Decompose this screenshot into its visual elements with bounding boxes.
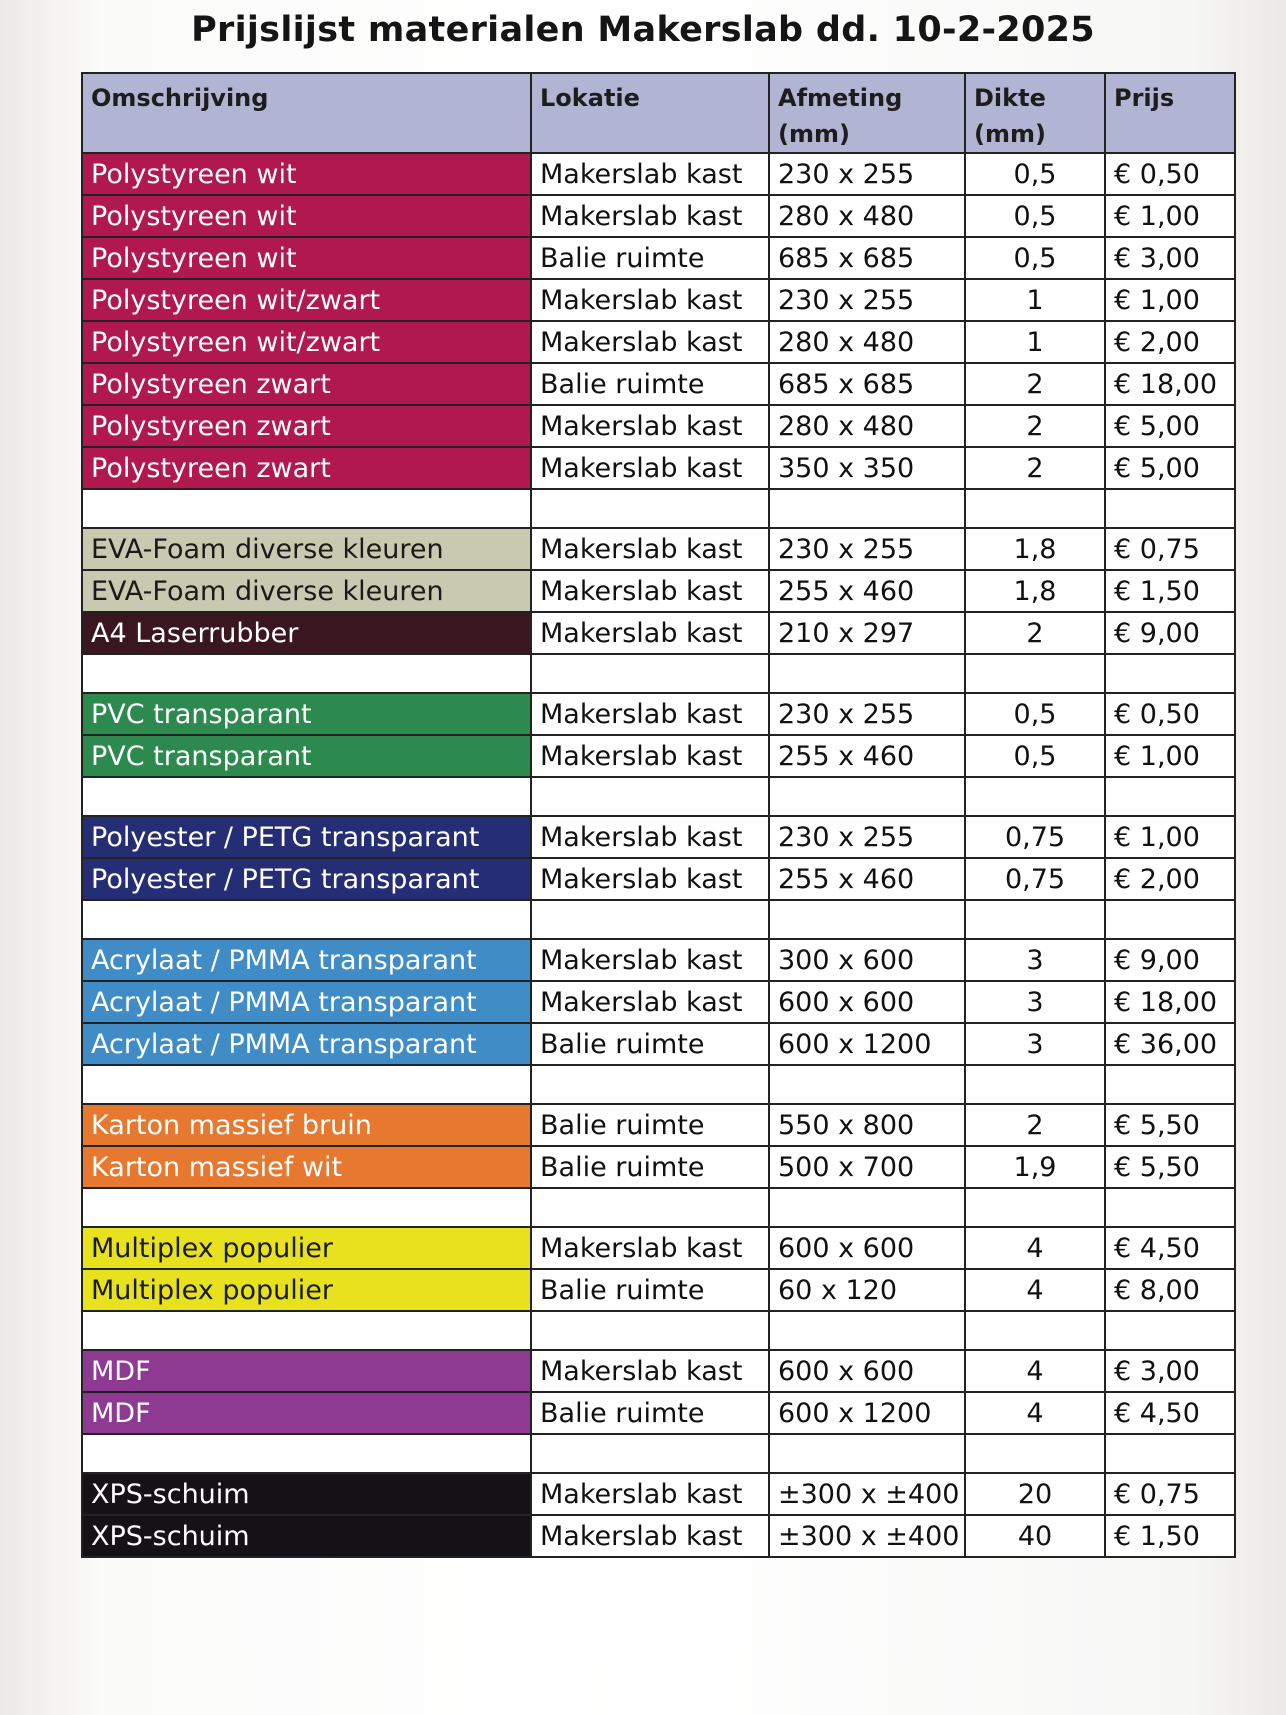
cell-prijs: € 18,00 [1105,363,1235,405]
cell-prijs: € 4,50 [1105,1392,1235,1434]
cell-prijs: € 18,00 [1105,981,1235,1023]
empty-cell [531,1188,769,1227]
cell-dikte: 4 [965,1350,1105,1392]
table-row [82,1473,1235,1515]
empty-cell [531,777,769,816]
cell-omschrijving: Acrylaat / PMMA transparant [82,981,531,1023]
cell-afmeting: 60 x 120 [769,1269,965,1311]
empty-cell [769,1434,965,1473]
cell-prijs: € 5,00 [1105,405,1235,447]
empty-cell [1105,777,1235,816]
cell-dikte: 1,8 [965,528,1105,570]
empty-cell [1105,1188,1235,1227]
table-row [82,693,1235,735]
cell-afmeting: 600 x 600 [769,1227,965,1269]
table-row [82,1392,1235,1434]
cell-afmeting: 280 x 480 [769,195,965,237]
cell-prijs: € 3,00 [1105,237,1235,279]
cell-dikte: 4 [965,1227,1105,1269]
cell-dikte: 0,75 [965,858,1105,900]
empty-cell [531,1311,769,1350]
cell-prijs: € 0,50 [1105,153,1235,195]
cell-lokatie: Balie ruimte [531,363,769,405]
cell-prijs: € 1,00 [1105,735,1235,777]
cell-prijs: € 3,00 [1105,1350,1235,1392]
cell-afmeting: 230 x 255 [769,816,965,858]
cell-lokatie: Makerslab kast [531,153,769,195]
cell-omschrijving: Polystyreen zwart [82,405,531,447]
table-row [82,816,1235,858]
spacer-row [82,489,1235,528]
cell-omschrijving: Polystyreen wit/zwart [82,321,531,363]
table-row [82,528,1235,570]
cell-prijs: € 9,00 [1105,612,1235,654]
cell-dikte: 40 [965,1515,1105,1557]
cell-prijs: € 36,00 [1105,1023,1235,1065]
column-header-omschrijving: Omschrijving [82,73,531,153]
cell-dikte: 20 [965,1473,1105,1515]
table-row [82,570,1235,612]
table-row [82,447,1235,489]
table-row [82,1515,1235,1557]
cell-dikte: 0,5 [965,153,1105,195]
cell-lokatie: Makerslab kast [531,1515,769,1557]
table-row [82,1350,1235,1392]
column-header-lokatie: Lokatie [531,73,769,153]
cell-prijs: € 1,00 [1105,279,1235,321]
table-row [82,321,1235,363]
empty-cell [1105,1434,1235,1473]
cell-omschrijving: A4 Laserrubber [82,612,531,654]
cell-dikte: 2 [965,612,1105,654]
cell-dikte: 1,9 [965,1146,1105,1188]
cell-prijs: € 2,00 [1105,858,1235,900]
empty-cell [531,1434,769,1473]
empty-cell [531,1065,769,1104]
cell-omschrijving: Multiplex populier [82,1269,531,1311]
spacer-row [82,777,1235,816]
cell-omschrijving: Polystyreen zwart [82,447,531,489]
table-row [82,612,1235,654]
cell-dikte: 3 [965,939,1105,981]
cell-omschrijving: Multiplex populier [82,1227,531,1269]
spacer-row [82,1065,1235,1104]
cell-omschrijving: Acrylaat / PMMA transparant [82,939,531,981]
cell-afmeting: 350 x 350 [769,447,965,489]
cell-omschrijving: Polystyreen wit [82,195,531,237]
cell-omschrijving: XPS-schuim [82,1515,531,1557]
empty-cell [82,1434,531,1473]
cell-omschrijving: EVA-Foam diverse kleuren [82,570,531,612]
cell-lokatie: Makerslab kast [531,195,769,237]
cell-afmeting: 255 x 460 [769,570,965,612]
cell-dikte: 1,8 [965,570,1105,612]
cell-lokatie: Makerslab kast [531,1473,769,1515]
empty-cell [965,489,1105,528]
column-header-dikte: Dikte (mm) [965,73,1105,153]
table-row [82,1023,1235,1065]
empty-cell [769,777,965,816]
cell-lokatie: Makerslab kast [531,321,769,363]
table-row [82,939,1235,981]
cell-afmeting: 255 x 460 [769,735,965,777]
cell-prijs: € 8,00 [1105,1269,1235,1311]
cell-lokatie: Makerslab kast [531,612,769,654]
table-row [82,1269,1235,1311]
cell-afmeting: 280 x 480 [769,405,965,447]
empty-cell [1105,900,1235,939]
spacer-row [82,900,1235,939]
cell-dikte: 2 [965,363,1105,405]
cell-lokatie: Makerslab kast [531,447,769,489]
cell-lokatie: Makerslab kast [531,279,769,321]
cell-dikte: 4 [965,1269,1105,1311]
empty-cell [531,489,769,528]
cell-prijs: € 0,75 [1105,528,1235,570]
cell-lokatie: Makerslab kast [531,816,769,858]
empty-cell [965,654,1105,693]
cell-omschrijving: Polystyreen zwart [82,363,531,405]
cell-dikte: 0,5 [965,735,1105,777]
page-title: Prijslijst materialen Makerslab dd. 10-2-2025 [191,10,1095,50]
cell-omschrijving: Karton massief bruin [82,1104,531,1146]
price-table [81,72,1236,1558]
cell-afmeting: 230 x 255 [769,693,965,735]
cell-afmeting: 550 x 800 [769,1104,965,1146]
empty-cell [1105,654,1235,693]
cell-prijs: € 1,50 [1105,570,1235,612]
empty-cell [965,1188,1105,1227]
table-row [82,1104,1235,1146]
cell-dikte: 1 [965,279,1105,321]
cell-prijs: € 5,00 [1105,447,1235,489]
cell-prijs: € 1,50 [1105,1515,1235,1557]
cell-omschrijving: Polyester / PETG transparant [82,816,531,858]
cell-dikte: 0,5 [965,693,1105,735]
cell-dikte: 2 [965,447,1105,489]
cell-lokatie: Makerslab kast [531,858,769,900]
empty-cell [82,489,531,528]
cell-omschrijving: MDF [82,1392,531,1434]
cell-afmeting: 300 x 600 [769,939,965,981]
cell-lokatie: Makerslab kast [531,405,769,447]
empty-cell [965,1434,1105,1473]
empty-cell [82,654,531,693]
cell-afmeting: 600 x 600 [769,1350,965,1392]
cell-dikte: 3 [965,981,1105,1023]
cell-dikte: 3 [965,1023,1105,1065]
table-row [82,363,1235,405]
header-row [82,73,1235,153]
table-row [82,981,1235,1023]
table-body [82,153,1235,1557]
cell-dikte: 2 [965,405,1105,447]
cell-lokatie: Balie ruimte [531,1269,769,1311]
cell-afmeting: 600 x 1200 [769,1392,965,1434]
cell-afmeting: 255 x 460 [769,858,965,900]
cell-prijs: € 2,00 [1105,321,1235,363]
cell-prijs: € 9,00 [1105,939,1235,981]
cell-afmeting: 280 x 480 [769,321,965,363]
cell-lokatie: Makerslab kast [531,981,769,1023]
cell-afmeting: 230 x 255 [769,528,965,570]
column-header-afmeting: Afmeting (mm) [769,73,965,153]
cell-lokatie: Balie ruimte [531,237,769,279]
cell-omschrijving: PVC transparant [82,693,531,735]
cell-omschrijving: Acrylaat / PMMA transparant [82,1023,531,1065]
empty-cell [531,654,769,693]
spacer-row [82,1434,1235,1473]
table-row [82,195,1235,237]
cell-lokatie: Makerslab kast [531,693,769,735]
table-row [82,1146,1235,1188]
empty-cell [531,900,769,939]
cell-prijs: € 0,50 [1105,693,1235,735]
cell-omschrijving: MDF [82,1350,531,1392]
cell-dikte: 1 [965,321,1105,363]
empty-cell [769,900,965,939]
cell-omschrijving: Polyester / PETG transparant [82,858,531,900]
cell-prijs: € 4,50 [1105,1227,1235,1269]
empty-cell [82,900,531,939]
cell-lokatie: Makerslab kast [531,570,769,612]
cell-lokatie: Makerslab kast [531,939,769,981]
empty-cell [82,1311,531,1350]
cell-prijs: € 1,00 [1105,816,1235,858]
cell-afmeting: 230 x 255 [769,153,965,195]
empty-cell [769,654,965,693]
cell-omschrijving: XPS-schuim [82,1473,531,1515]
empty-cell [965,1311,1105,1350]
cell-dikte: 0,5 [965,237,1105,279]
cell-prijs: € 5,50 [1105,1146,1235,1188]
cell-lokatie: Balie ruimte [531,1104,769,1146]
cell-omschrijving: EVA-Foam diverse kleuren [82,528,531,570]
cell-lokatie: Makerslab kast [531,735,769,777]
cell-afmeting: 500 x 700 [769,1146,965,1188]
empty-cell [965,777,1105,816]
table-row [82,858,1235,900]
cell-dikte: 0,5 [965,195,1105,237]
cell-omschrijving: PVC transparant [82,735,531,777]
cell-afmeting: 685 x 685 [769,363,965,405]
cell-dikte: 4 [965,1392,1105,1434]
empty-cell [769,1065,965,1104]
cell-omschrijving: Polystyreen wit [82,153,531,195]
cell-lokatie: Makerslab kast [531,1350,769,1392]
empty-cell [1105,1311,1235,1350]
table-row [82,405,1235,447]
cell-lokatie: Balie ruimte [531,1392,769,1434]
empty-cell [82,1065,531,1104]
cell-omschrijving: Polystyreen wit/zwart [82,279,531,321]
table-row [82,279,1235,321]
spacer-row [82,1311,1235,1350]
spacer-row [82,1188,1235,1227]
cell-afmeting: 230 x 255 [769,279,965,321]
table-row [82,1227,1235,1269]
cell-dikte: 0,75 [965,816,1105,858]
empty-cell [769,1188,965,1227]
empty-cell [82,1188,531,1227]
empty-cell [769,489,965,528]
cell-prijs: € 0,75 [1105,1473,1235,1515]
empty-cell [965,900,1105,939]
cell-afmeting: ±300 x ±400 [769,1515,965,1557]
table-row [82,153,1235,195]
table-row [82,237,1235,279]
cell-lokatie: Makerslab kast [531,1227,769,1269]
empty-cell [82,777,531,816]
cell-dikte: 2 [965,1104,1105,1146]
cell-lokatie: Balie ruimte [531,1146,769,1188]
column-header-prijs: Prijs [1105,73,1235,153]
empty-cell [1105,1065,1235,1104]
table-row [82,735,1235,777]
cell-omschrijving: Karton massief wit [82,1146,531,1188]
cell-prijs: € 1,00 [1105,195,1235,237]
cell-prijs: € 5,50 [1105,1104,1235,1146]
cell-omschrijving: Polystyreen wit [82,237,531,279]
spacer-row [82,654,1235,693]
empty-cell [965,1065,1105,1104]
empty-cell [1105,489,1235,528]
cell-lokatie: Balie ruimte [531,1023,769,1065]
cell-afmeting: 685 x 685 [769,237,965,279]
cell-afmeting: 600 x 1200 [769,1023,965,1065]
empty-cell [769,1311,965,1350]
cell-afmeting: 600 x 600 [769,981,965,1023]
cell-afmeting: 210 x 297 [769,612,965,654]
cell-lokatie: Makerslab kast [531,528,769,570]
cell-afmeting: ±300 x ±400 [769,1473,965,1515]
